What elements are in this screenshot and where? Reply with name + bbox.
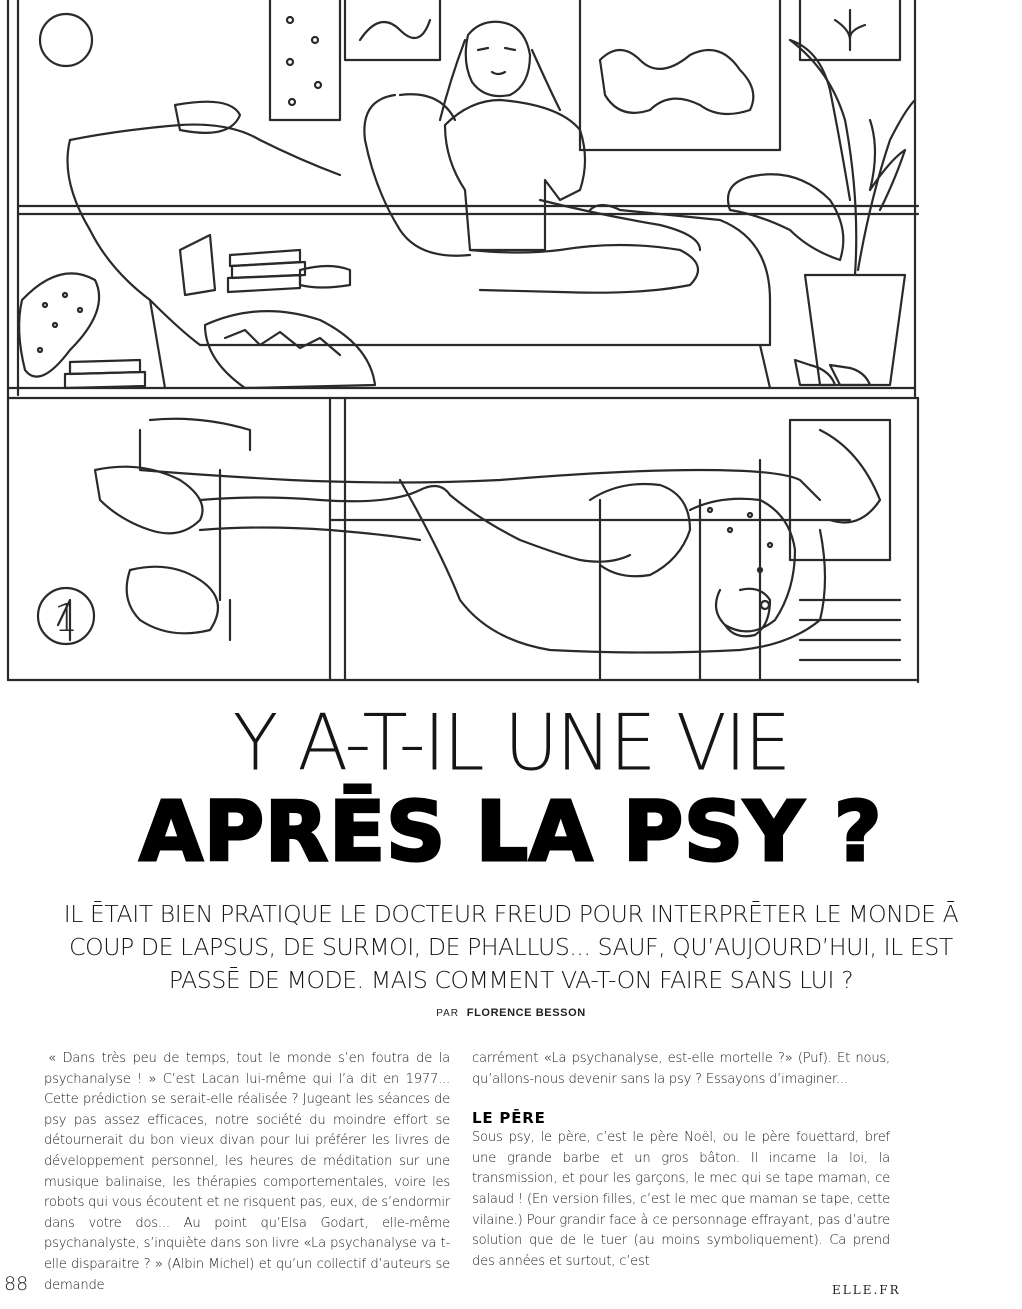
byline-prefix: PAR: [436, 1008, 460, 1019]
byline: [0, 1007, 1022, 1019]
article-dek: IL ĒTAIT BIEN PRATIQUE LE DOCTEUR FREUD POUR INTERPRĒTER LE MONDE Ā COUP DE LAPSUS, DE SURMOI, DE PHALLUS... SAUF, QU’AUJOURD’HUI, IL EST PASSĒ DE MODE. MAIS COMMENT VA-T-ON FAIRE SANS LUI ?: [63, 900, 959, 994]
body-paragraph: Sous psy, le père, c’est le père Noël, ou le père fouettard, bref une grande barbe et un gros bâton. Il incarne la loi, la transmission, et pour les garçons, le mec qui se tape maman, ce salaud ! (En version filles, c’est le mec que maman se tape, cette vilaine.) Pour grandir face à ce personnage effrayant, pas d’autre solution que de le tuer (au moins symboliquement). Ca prend des années et surtout, c’est: [472, 1130, 890, 1269]
page-number: 88: [4, 1273, 29, 1295]
headline-line1: Y A-T-IL UNE VIE: [232, 697, 790, 789]
seated-woman: [300, 22, 700, 293]
headline-line2: APRĒS LA PSY ?: [139, 785, 883, 880]
top-room-decor: [19, 0, 915, 388]
body-paragraph: carrément «La psychanalyse, est-elle mortelle ?» (Puf). Et nous, qu’allons-nous devenir sans la psy ? Essayons d’imaginer...: [472, 1051, 890, 1087]
lying-woman: [150, 419, 795, 637]
frame-lines: [8, 0, 918, 682]
section-heading: LE PĒRE: [472, 1109, 546, 1128]
body-paragraph: « Dans très peu de temps, tout le monde s’en foutra de la psychanalyse ! » C’est Lacan lui-même qui l’a dit en 1977... Cette prédiction se serait-elle réalisée ? Jugeant les séances de psy pas assez efficaces, notre société du moindre effort se détournerait du bon vieux divan pour lui préférer les livres de développement personnel, les heures de méditation sur une musique balinaise, les thérapies comportementales, voire les robots qui vous écoutent et ne risquent pas, eux, de s’endormir dans votre dos... Au point qu’Elsa Godart, elle-même psychanalyste, s’inquiète dans son livre «La psychanalyse va t-elle disparaitre ? » (Albin Michel) et qu’un collectif d’auteurs se demande: [44, 1051, 450, 1293]
body-column-left: [44, 1049, 450, 1296]
body-column-right: [472, 1049, 890, 1272]
author-name: FLORENCE BESSON: [466, 1007, 586, 1019]
footer-brand: ELLE.FR: [832, 1283, 901, 1297]
panel-number: 1: [54, 596, 79, 640]
bottom-room-decor: [38, 398, 900, 680]
